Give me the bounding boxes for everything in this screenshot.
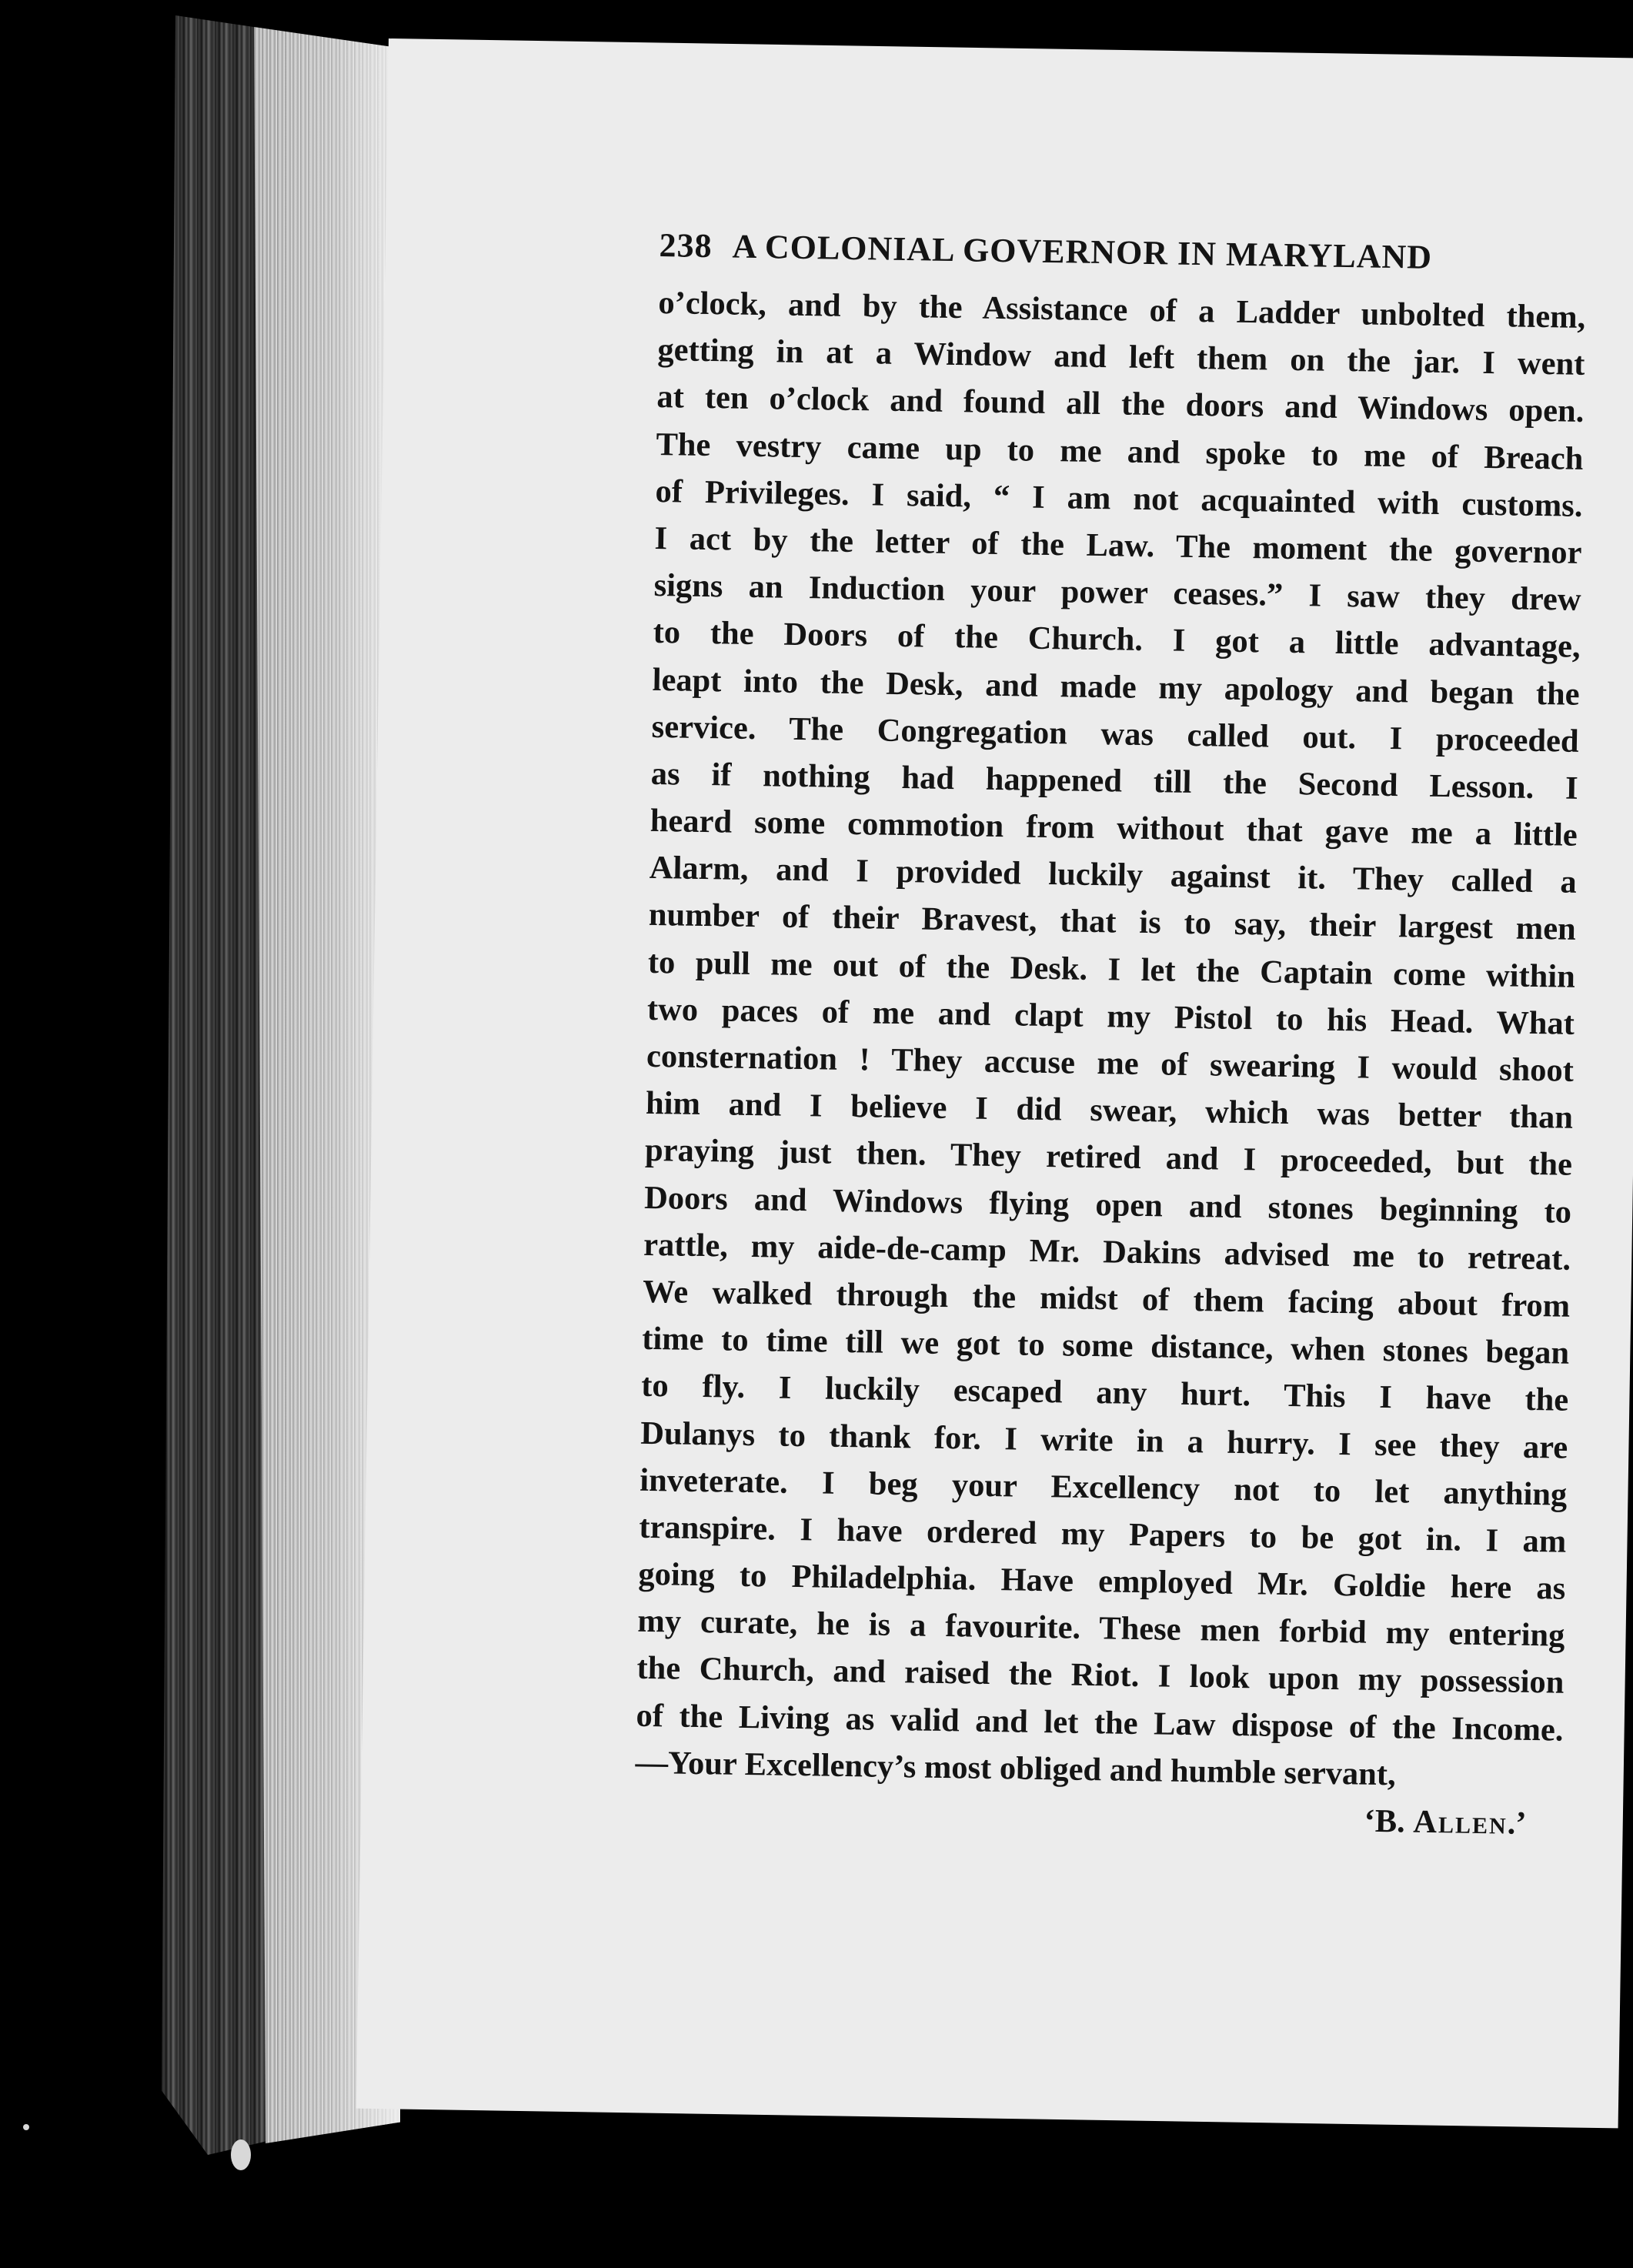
page-number: 238	[659, 225, 713, 266]
text-line: leapt into the Desk, and made my apology and began the	[652, 661, 1580, 713]
text-line: going to Philadelphia. Have employed Mr. Goldie here as	[638, 1555, 1566, 1607]
text-line: —Your Excellency’s most obliged and humble servant,	[635, 1744, 1397, 1793]
text-line: The vestry came up to me and spoke to me of Breach	[656, 426, 1584, 477]
text-line: to the Doors of the Church. I got a little advantage,	[653, 614, 1581, 666]
text-line: the Church, and raised the Riot. I look upon my possession	[636, 1650, 1565, 1702]
text-line: transpire. I have ordered my Papers to be got in. I am	[639, 1508, 1567, 1560]
text-line: him and I believe I did swear, which was better than	[645, 1085, 1574, 1136]
text-line: Alarm, and I provided luckily against it. They called a	[649, 850, 1578, 901]
text-line: service. The Congregation was called out. I proceeded	[651, 708, 1579, 760]
signature-name: Allen	[1413, 1803, 1508, 1842]
text-line: getting in at a Window and left them on the jar. I went	[657, 332, 1585, 383]
text-line: my curate, he is a favourite. These men forbid my entering	[637, 1603, 1565, 1654]
dust-speck	[231, 2139, 251, 2170]
text-line: rattle, my aide-de-camp Mr. Dakins advised me to retreat.	[643, 1226, 1571, 1278]
text-line: two paces of me and clapt my Pistol to his Head. What	[646, 990, 1575, 1042]
text-line: at ten o’clock and found all the doors and Windows open.	[656, 379, 1585, 430]
text-line: heard some commotion from without that gave me a little	[650, 802, 1578, 853]
text-line: consternation ! They accuse me of swearing I would shoot	[646, 1037, 1575, 1089]
text-line: We walked through the midst of them facing about from	[642, 1273, 1571, 1324]
text-line: of the Living as valid and let the Law dispose of the Income.	[636, 1697, 1564, 1749]
signature-open: ‘B.	[1364, 1802, 1414, 1840]
text-line: inveterate. I beg your Excellency not to let anything	[640, 1461, 1568, 1513]
text-line: I act by the letter of the Law. The moment the governor	[654, 519, 1582, 571]
signature-close: .’	[1507, 1805, 1527, 1842]
text-line: of Privileges. I said, “ I am not acquainted with customs.	[655, 473, 1583, 524]
text-line: number of their Bravest, that is to say, their largest men	[648, 897, 1577, 948]
letter-body	[635, 279, 1586, 1801]
running-head-title: A COLONIAL GOVERNOR IN MARYLAND	[732, 227, 1433, 276]
text-line: time to time till we got to some distance, when stones began	[641, 1320, 1570, 1371]
page-text	[634, 225, 1587, 1848]
dust-speck	[23, 2124, 29, 2130]
text-line: praying just then. They retired and I proceeded, but the	[644, 1132, 1573, 1184]
text-line: to fly. I luckily escaped any hurt. This I have the	[640, 1368, 1569, 1419]
text-line: o’clock, and by the Assistance of a Ladder unbolted them,	[658, 284, 1586, 336]
text-line: Doors and Windows flying open and stones beginning to	[643, 1179, 1572, 1231]
text-line: to pull me out of the Desk. I let the Captain come within	[647, 944, 1576, 995]
text-line: signs an Induction your power ceases.” I saw they drew	[653, 567, 1581, 618]
text-line: as if nothing had happened till the Second Lesson. I	[650, 755, 1579, 807]
text-line: Dulanys to thank for. I write in a hurry. I see they are	[640, 1415, 1568, 1466]
